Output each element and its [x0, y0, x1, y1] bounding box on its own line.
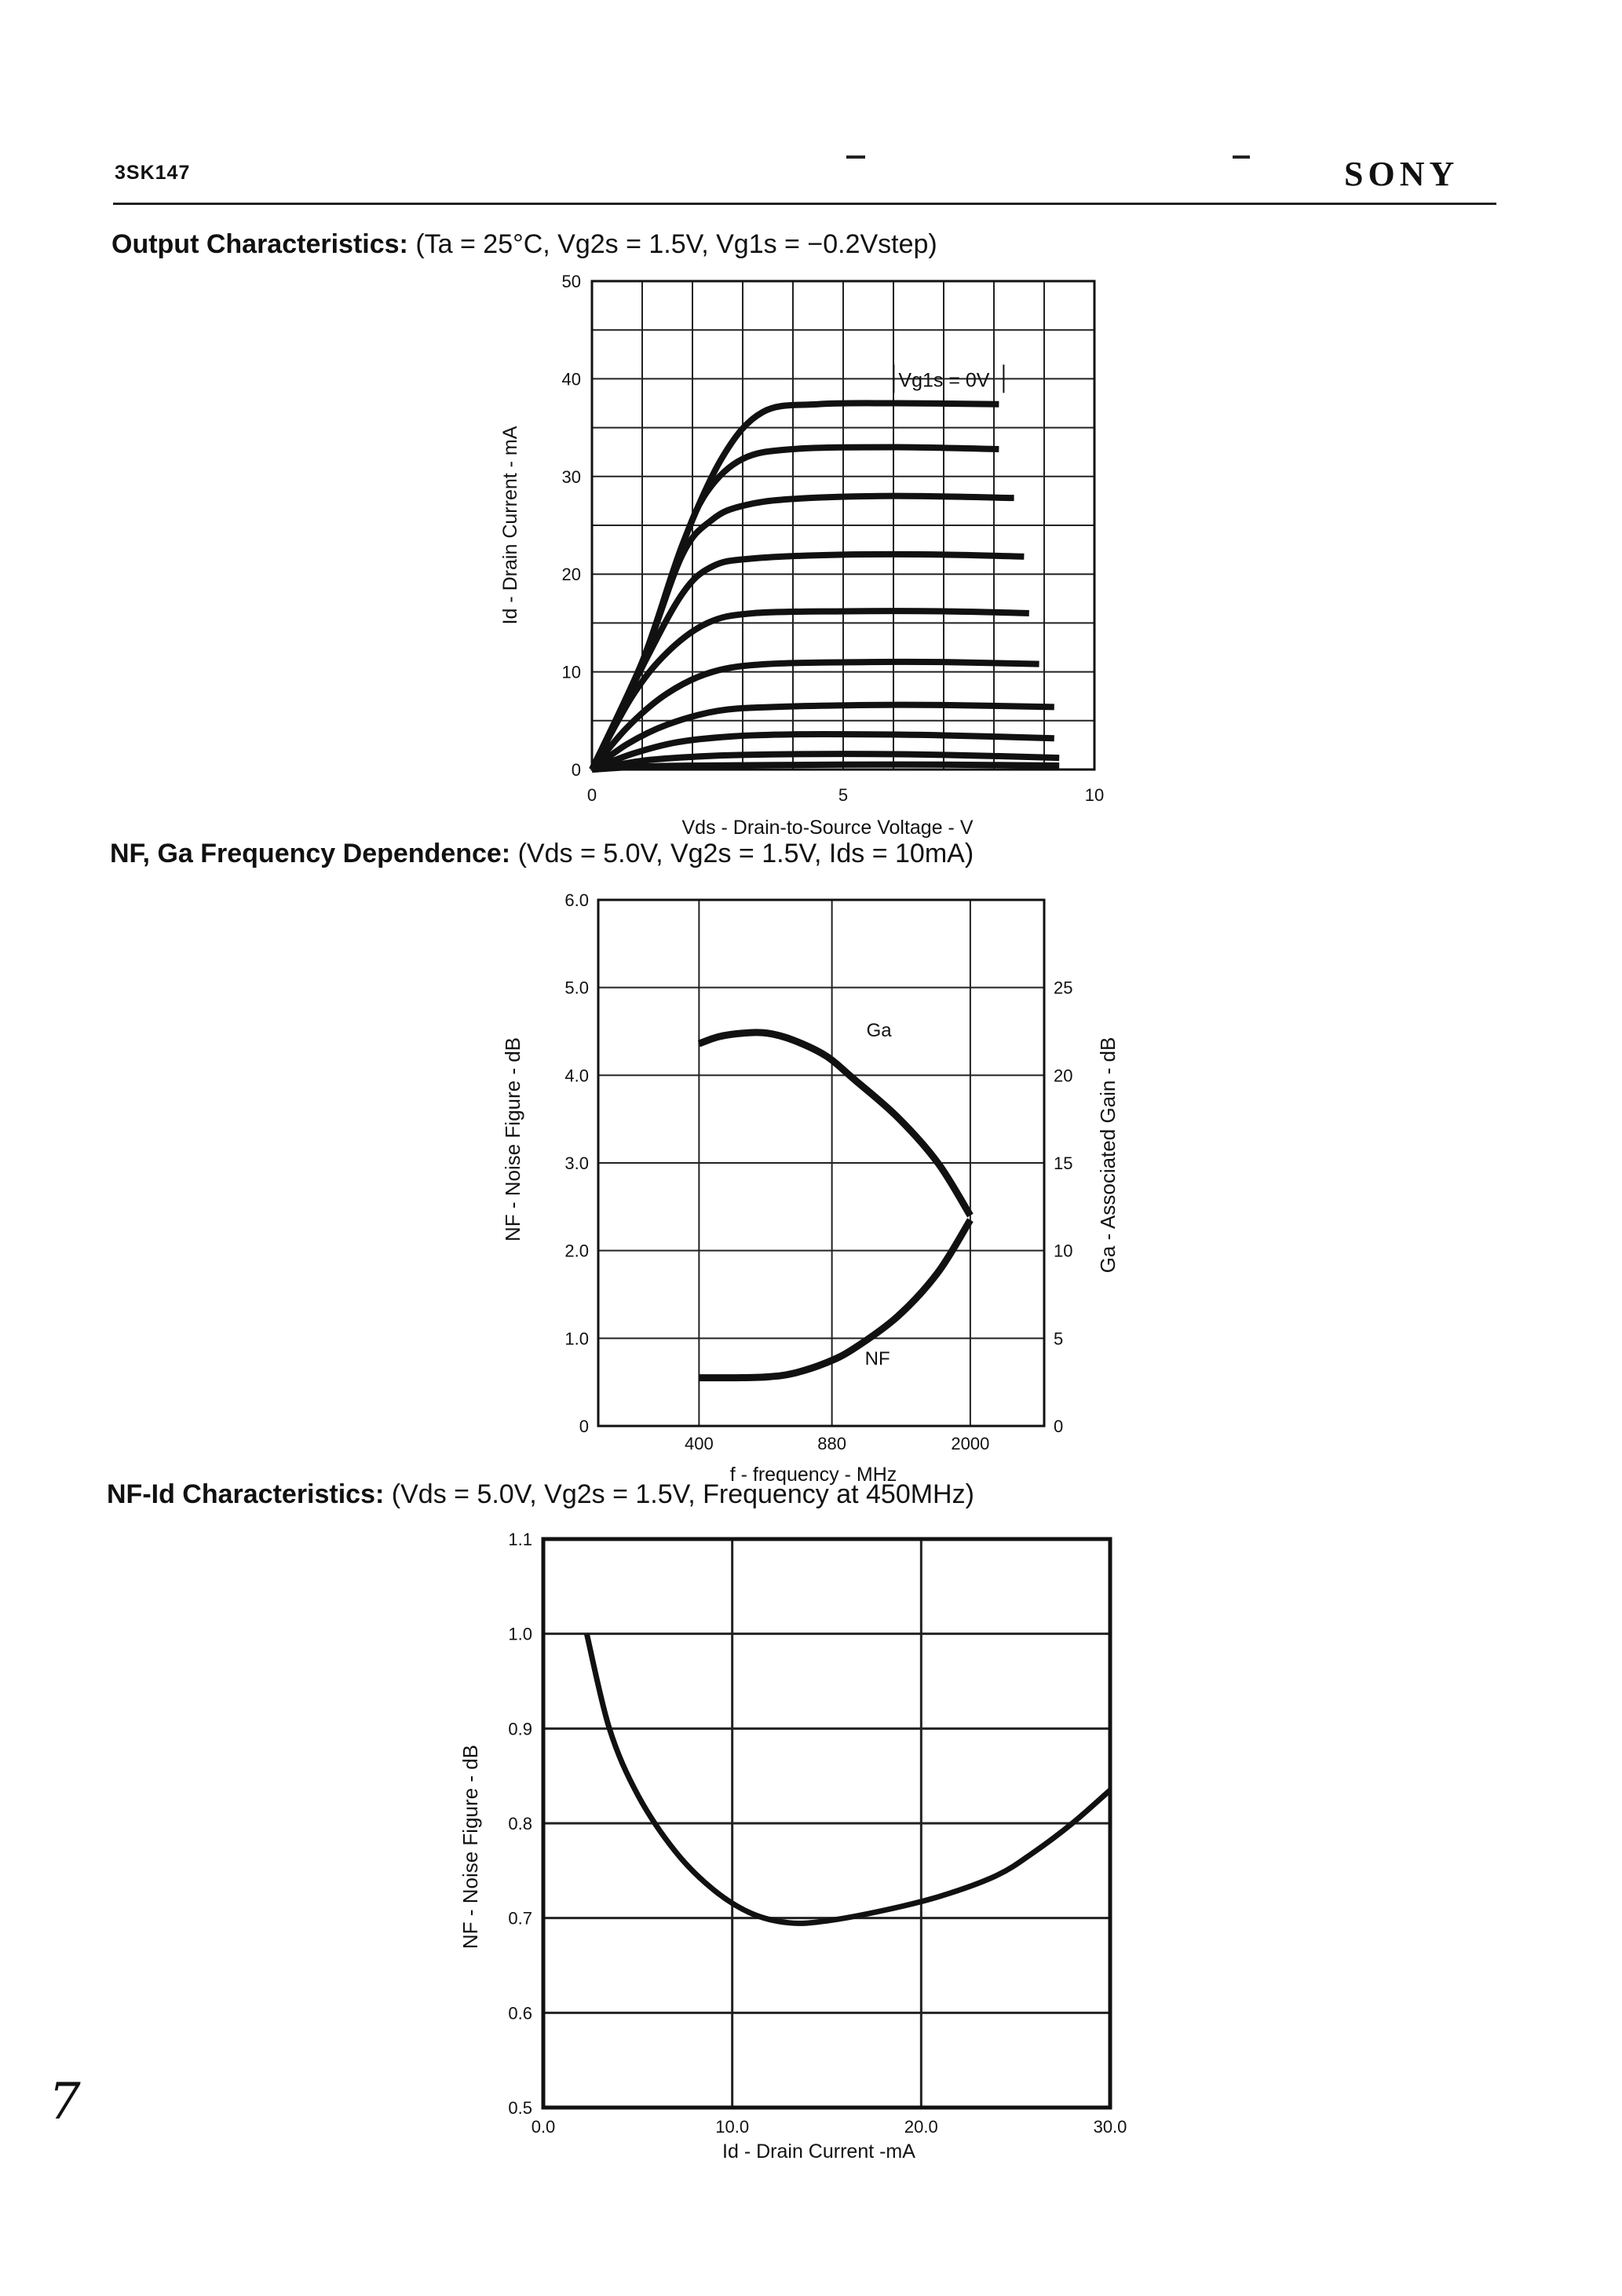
y2-tick-label: 20 [1054, 1066, 1073, 1086]
curve-vg1s-0v [592, 403, 999, 770]
x-tick-label: 0.0 [531, 2117, 556, 2137]
section-heading: NF, Ga Frequency Dependence: [110, 839, 511, 868]
x-tick-label: 0 [586, 785, 597, 805]
y-tick-label: 0.9 [508, 1719, 532, 1739]
page-mark: 7 [49, 2073, 81, 2131]
y2-tick-label: 10 [1054, 1241, 1073, 1261]
y-tick-label: 30 [561, 466, 581, 487]
y2-axis-label: Ga - Associated Gain - dB [1096, 1036, 1120, 1274]
section-conditions: (Vds = 5.0V, Vg2s = 1.5V, Ids = 10mA) [517, 839, 974, 868]
y-tick-label: 20 [561, 565, 581, 585]
x-tick-label: 10.0 [715, 2117, 750, 2137]
x-axis-label: Vds - Drain-to-Source Voltage - V [681, 817, 974, 839]
series-label-nf: NF [864, 1347, 890, 1369]
y-tick-label: 0 [571, 760, 581, 780]
section-conditions: (Ta = 25°C, Vg2s = 1.5V, Vg1s = −0.2Vstep) [415, 229, 937, 259]
y-tick-label: 0.8 [508, 1814, 532, 1834]
y-tick-label: 3.0 [564, 1153, 589, 1173]
y-tick-label: 0 [579, 1417, 589, 1436]
x-tick-label: 2000 [951, 1434, 990, 1453]
x-tick-label: 880 [817, 1434, 846, 1453]
y-tick-label: 5.0 [564, 978, 589, 998]
y2-tick-label: 25 [1054, 978, 1073, 998]
y2-tick-label: 0 [1054, 1417, 1064, 1436]
y2-tick-label: 15 [1054, 1153, 1073, 1173]
series-label-ga: Ga [866, 1020, 892, 1042]
y-tick-label: 1.0 [508, 1624, 532, 1644]
y-tick-label: 40 [561, 369, 581, 389]
y-tick-label: 0.6 [508, 2003, 532, 2024]
y-tick-label: 2.0 [564, 1241, 589, 1261]
y-tick-label: 1.0 [564, 1329, 589, 1349]
y-axis-label: Id - Drain Current - mA [499, 426, 521, 625]
x-axis-label: Id - Drain Current -mA [722, 2141, 915, 2163]
section-conditions: (Vds = 5.0V, Vg2s = 1.5V, Frequency at 450MHz) [391, 1479, 974, 1509]
x-tick-label: 30.0 [1093, 2117, 1127, 2137]
x-tick-label: 400 [684, 1434, 714, 1453]
curve-ga [699, 1033, 970, 1216]
y2-tick-label: 5 [1054, 1329, 1064, 1349]
x-tick-label: 10 [1084, 785, 1105, 805]
y-axis-label: NF - Noise Figure - dB [458, 1744, 482, 1950]
y-axis-label: NF - Noise Figure - dB [501, 1036, 524, 1242]
y-tick-label: 10 [561, 662, 581, 682]
part-number: 3SK147 [115, 162, 191, 184]
y-tick-label: 50 [561, 272, 581, 291]
x-axis-label: f - frequency - MHz [729, 1464, 897, 1486]
brand-logo: SONY [1344, 155, 1459, 193]
section-heading: NF-Id Characteristics: [107, 1479, 385, 1509]
y-tick-label: 6.0 [564, 890, 589, 910]
y-tick-label: 0.7 [508, 1908, 532, 1929]
y-tick-label: 4.0 [564, 1066, 589, 1086]
y-tick-label: 1.1 [508, 1530, 532, 1549]
x-tick-label: 5 [838, 785, 849, 805]
x-tick-label: 20.0 [904, 2117, 938, 2137]
y-tick-label: 0.5 [508, 2098, 532, 2118]
section-heading: Output Characteristics: [111, 229, 408, 259]
annotation-vg1s: Vg1s = 0V [898, 369, 990, 392]
curve-nf [586, 1634, 1110, 1924]
curve-nf [699, 1220, 970, 1378]
